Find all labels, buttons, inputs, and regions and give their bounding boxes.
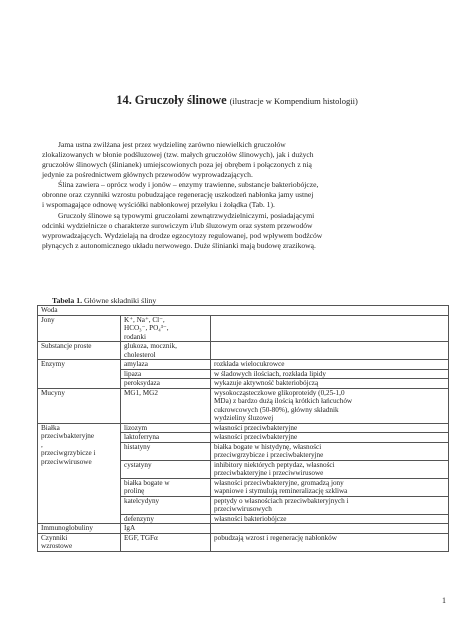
description-line: przeciwwirusowych xyxy=(214,505,272,513)
table-row xyxy=(38,315,449,342)
component-cell: EGF, TGFα xyxy=(121,533,211,551)
category-cell xyxy=(38,423,121,524)
title-subtitle: (ilustracje w Kompendium histologii) xyxy=(229,96,358,106)
category-cell: Jony xyxy=(38,315,121,342)
category-cell xyxy=(38,533,121,551)
description-cell: własności bakteriobójcze xyxy=(211,514,449,524)
table-row xyxy=(38,388,449,423)
table-row xyxy=(38,423,449,433)
paragraph-line: Gruczoły ślinowe są typowymi gruczołami zewnątrzwydzielniczymi, posiadającymi xyxy=(58,211,315,220)
description-cell xyxy=(211,460,449,478)
description-line: cukrowcowych (50-80%), główny składnik xyxy=(214,405,339,414)
title-number: 14. xyxy=(116,93,132,107)
component-cell xyxy=(121,342,211,360)
component-line: HCO₃⁻, PO₄³⁻, xyxy=(124,324,169,332)
description-cell xyxy=(211,442,449,460)
paragraph-line: płynących z autonomicznego układu nerwowego. Duże ślinianki mają budowę zrazikową. xyxy=(42,241,316,251)
paragraph-1 xyxy=(42,140,442,180)
description-cell xyxy=(211,478,449,496)
page-number: 1 xyxy=(442,596,446,605)
description-line: wapniowe i stymulują remineralizację szkliwa xyxy=(214,487,348,495)
paragraph-line: jedynie za pośrednictwem głównych przewodów wyprowadzających. xyxy=(42,170,253,180)
description-line: białka bogate w histydynę, własności xyxy=(214,442,322,451)
category-cell: Mucyny xyxy=(38,388,121,423)
category-line: , xyxy=(41,440,43,449)
description-line: wysokocząsteczkowe glikoproteidy (0,25-1,0 xyxy=(214,388,345,397)
table-row xyxy=(38,342,449,360)
paragraph-line: Jama ustna zwilżana jest przez wydzielinę zarówno niewielkich gruczołów xyxy=(58,140,286,149)
description-cell: własności przeciwbakteryjne xyxy=(211,433,449,443)
component-cell: laktoferryna xyxy=(121,433,211,443)
paragraph-line: i wspomagające odnowę wyściółki nabłonkowej przełyku i żołądka (Tab. 1). xyxy=(42,200,275,210)
paragraph-line: zlokalizowanych w błonie podśluzowej (tzw. małych gruczołów ślinowych), jak i dużych xyxy=(42,150,314,160)
table-caption-text: Główne składniki śliny xyxy=(82,296,157,305)
component-cell: peroksydaza xyxy=(121,379,211,389)
category-line: wzrostowe xyxy=(41,542,73,550)
description-cell: rozkłada wielocukrowce xyxy=(211,360,449,370)
description-line: peptydy o własnościach przeciwbakteryjnych i xyxy=(214,496,349,505)
component-cell xyxy=(121,315,211,342)
component-line: białka bogate w xyxy=(124,478,170,487)
component-cell: cystatyny xyxy=(121,460,211,478)
component-cell: histatyny xyxy=(121,442,211,460)
category-line: przeciwbakteryjne xyxy=(41,432,95,440)
component-cell: MG1, MG2 xyxy=(121,388,211,423)
table-row xyxy=(38,306,449,316)
category-line: przeciwwirusowe xyxy=(41,457,92,466)
category-line: Czynniki xyxy=(41,533,68,542)
description-cell xyxy=(211,496,449,514)
category-cell: Substancje proste xyxy=(38,342,121,360)
description-line: wydzieliny śluzowej xyxy=(214,414,274,422)
component-line: prolinę xyxy=(124,487,145,495)
component-cell: IgA xyxy=(121,524,211,534)
paragraph-2 xyxy=(42,180,442,210)
table-row xyxy=(38,524,449,534)
table-caption-label: Tabela 1. xyxy=(52,296,83,305)
component-cell: defenzyny xyxy=(121,514,211,524)
component-cell: lizozym xyxy=(121,423,211,433)
paragraph-line: wyprowadzających. Wydzielają na drodze egzocytozy regulowanej, pod wpływem bodźców xyxy=(42,231,323,241)
paragraph-3 xyxy=(42,211,442,251)
component-cell: katelcydyny xyxy=(121,496,211,514)
component-line: cholesterol xyxy=(124,350,156,359)
paragraph-line: odcinki wydzielnicze o charakterze surowiczym i/lub śluzowym oraz system przewodów xyxy=(42,221,313,231)
description-cell: w śladowych ilościach, rozkłada lipidy xyxy=(211,369,449,379)
page-title xyxy=(0,93,474,108)
component-cell: lipaza xyxy=(121,369,211,379)
description-cell: pobudzają wzrost i regenerację nabłonków xyxy=(211,533,449,551)
category-cell: Immunoglobuliny xyxy=(38,524,121,534)
category-line: Białka xyxy=(41,423,60,432)
saliva-components-table xyxy=(37,305,449,552)
description-cell xyxy=(211,388,449,423)
description-line: inhibitory niektórych peptydaz, własności xyxy=(214,460,335,469)
component-line: rodanki xyxy=(124,332,146,341)
description-cell: własności przeciwbakteryjne xyxy=(211,423,449,433)
description-line: przeciwgrzybicze i przeciwbakteryjne xyxy=(214,451,324,459)
description-cell xyxy=(211,524,449,534)
table-caption xyxy=(52,296,156,305)
table-row xyxy=(38,533,449,551)
component-line: glukoza, mocznik, xyxy=(124,342,177,350)
component-cell: amylaza xyxy=(121,360,211,370)
water-cell: Woda xyxy=(38,306,449,316)
description-line: MDa) z bardzo dużą ilością krótkich łańcuchów xyxy=(214,397,353,405)
paragraph-line: obronne oraz czynniki wzrostu pobudzające regenerację uszkodzeń nabłonka jamy ustnej xyxy=(42,190,314,200)
table-row xyxy=(38,360,449,370)
description-line: własności przeciwbakteryjne, gromadzą jony xyxy=(214,478,344,487)
description-cell xyxy=(211,315,449,342)
component-line: K⁺, Na⁺, Cl⁻, xyxy=(124,315,165,324)
title-main: Gruczoły ślinowe xyxy=(134,93,227,107)
paragraph-line: Ślina zawiera – oprócz wody i jonów – enzymy trawienne, substancje bakteriobójcze, xyxy=(58,180,319,189)
category-line: przeciwgrzybicze i xyxy=(41,449,96,457)
description-cell: wykazuje aktywność bakteriobójczą xyxy=(211,379,449,389)
component-cell xyxy=(121,478,211,496)
paragraph-line: gruczołów ślinowych (ślinianek) umiejscowionych poza jej obrębem i połączonych z nią xyxy=(42,160,312,170)
category-cell: Enzymy xyxy=(38,360,121,389)
description-line: przeciwbakteryjne i przeciwwirusowe xyxy=(214,469,324,477)
description-cell xyxy=(211,342,449,360)
